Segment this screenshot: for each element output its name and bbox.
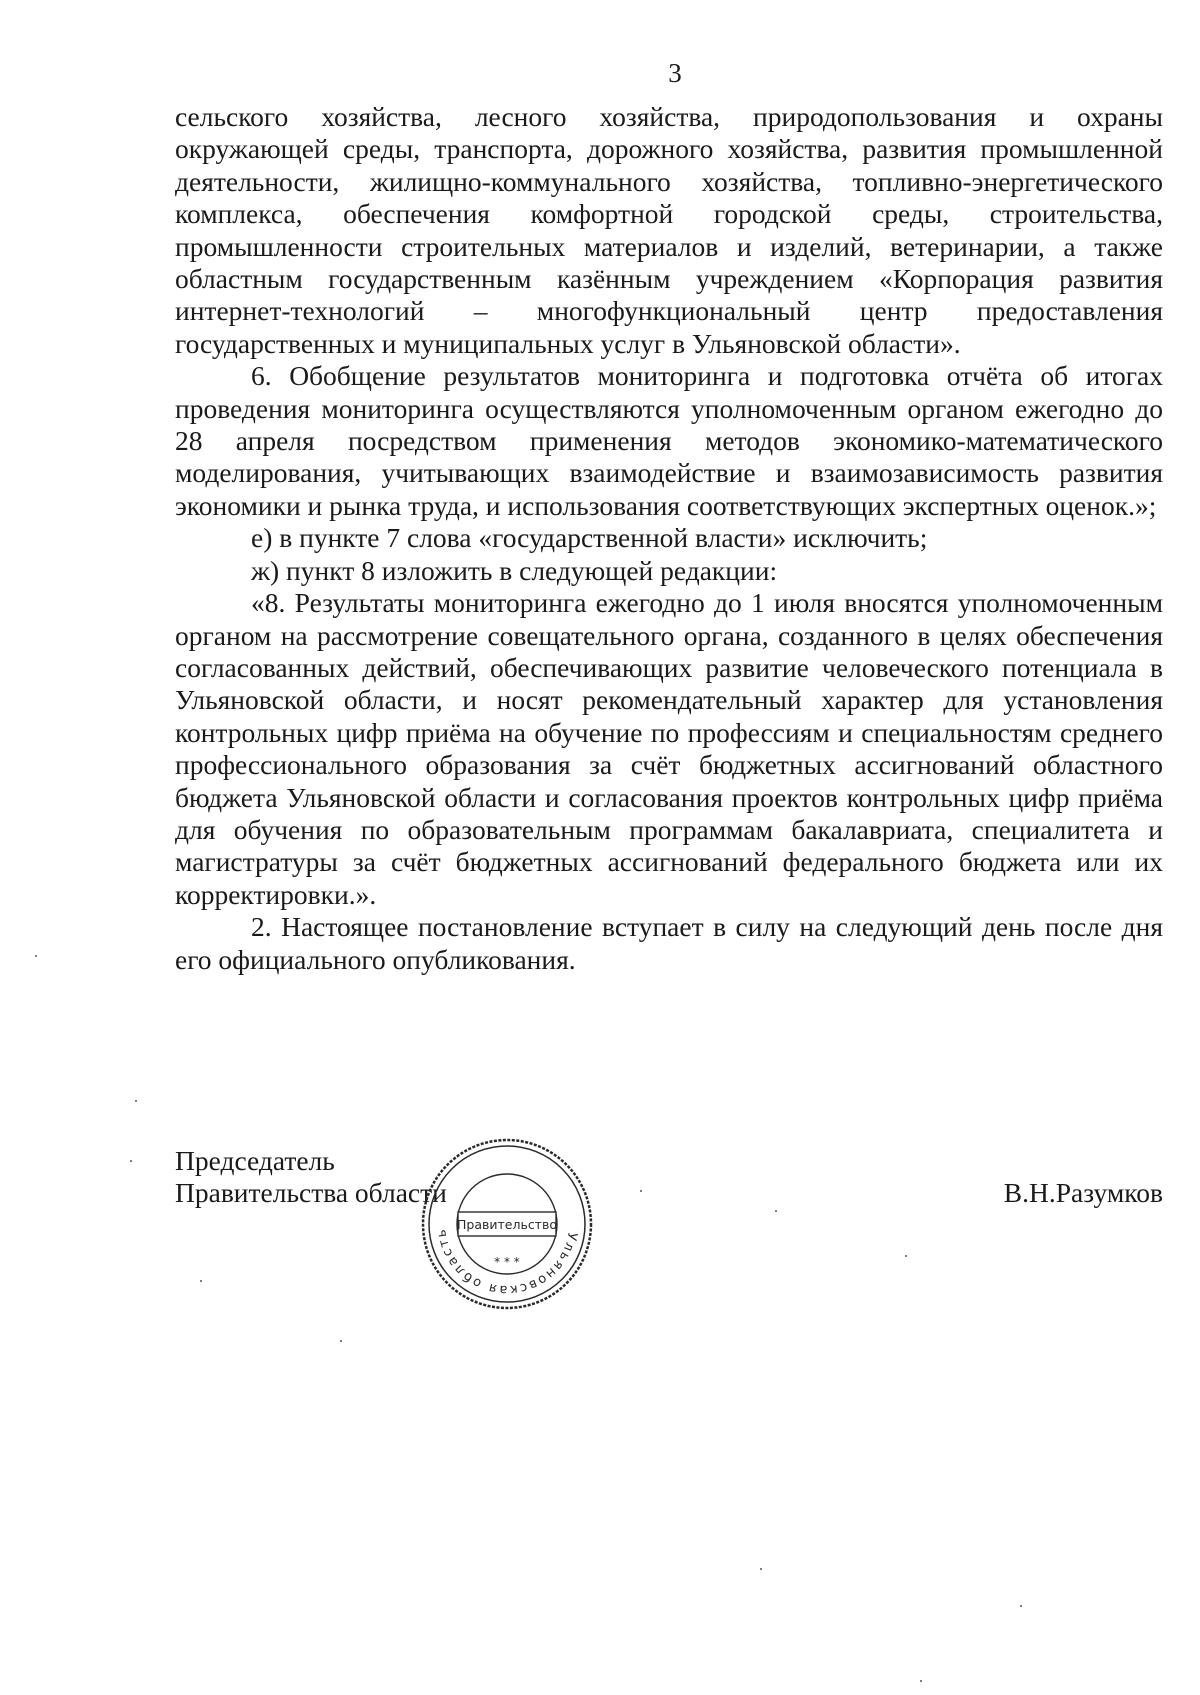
scan-speck <box>905 1255 907 1257</box>
paragraph-amendment-zh: ж) пункт 8 изложить в следующей редакции: <box>251 554 778 586</box>
signatory-title <box>175 1145 447 1209</box>
signatory-name: В.Н.Разумков <box>1003 1177 1163 1208</box>
document-body <box>175 101 1163 976</box>
scan-speck <box>775 1210 777 1212</box>
scan-speck <box>35 955 37 957</box>
page-number: 3 <box>668 58 682 88</box>
paragraph-amendment-e: е) в пункте 7 слова «государственной власти» исключить; <box>251 522 928 554</box>
signature-block <box>175 1145 1163 1225</box>
paragraph-item-6: 6. Обобщение результатов мониторинга и подготовка отчёта об итогах проведения мониторинга осуществляются уполномоченным органом ежегодно до 28 апреля посредством применения методов экономико-математического моделирования, учитывающих взаимодействие и взаимозависимость развития экономики и рынка труда, и использования соответствующих экспертных оценок.»; <box>175 360 1163 521</box>
seal-center-text: Правительство <box>457 1217 557 1232</box>
scan-speck <box>340 1340 342 1342</box>
scan-speck <box>1020 1605 1022 1607</box>
paragraph-clause-2: 2. Настоящее постановление вступает в силу на следующий день после дня его официального опубликования. <box>175 911 1163 975</box>
signatory-title-line-1: Председатель <box>175 1145 335 1176</box>
scan-speck <box>135 1100 137 1102</box>
seal-ring-text: Ульяновская область <box>433 1226 580 1298</box>
official-seal <box>417 1134 597 1314</box>
scan-speck <box>640 1190 642 1192</box>
seal-stars-icon: * * * <box>494 1255 520 1269</box>
scan-speck <box>130 1160 132 1162</box>
paragraph-continuation: сельского хозяйства, лесного хозяйства, природопользования и охраны окружающей среды, транспорта, дорожного хозяйства, развития промышленной деятельности, жилищно-коммунального хозяйства, топливно-энергетического комплекса, обеспечения комфортной городской среды, строительства, промышленности строительных материалов и изделий, ветеринарии, а также областным государственным казённым учреждением «Корпорация развития интернет-технологий – многофункциональный центр предоставления государственных и муниципальных услуг в Ульяновской области». <box>175 101 1163 359</box>
scan-speck <box>200 1280 202 1282</box>
scan-speck <box>920 1680 922 1682</box>
paragraph-item-8: «8. Результаты мониторинга ежегодно до 1 июля вносятся уполномоченным органом на рассмотрение совещательного органа, созданного в целях обеспечения согласованных действий, обеспечивающих развитие человеческого потенциала в Ульяновской области, и носят рекомендательный характер для установления контрольных цифр приёма на обучение по профессиям и специальностям среднего профессионального образования за счёт бюджетных ассигнований областного бюджета Ульяновской области и согласования проектов контрольных цифр приёма для обучения по образовательным программам бакалавриата, специалитета и магистратуры за счёт бюджетных ассигнований федерального бюджета или их корректировки.». <box>175 587 1163 910</box>
scan-speck <box>760 1568 762 1570</box>
signatory-title-line-2: Правительства области <box>175 1177 447 1208</box>
